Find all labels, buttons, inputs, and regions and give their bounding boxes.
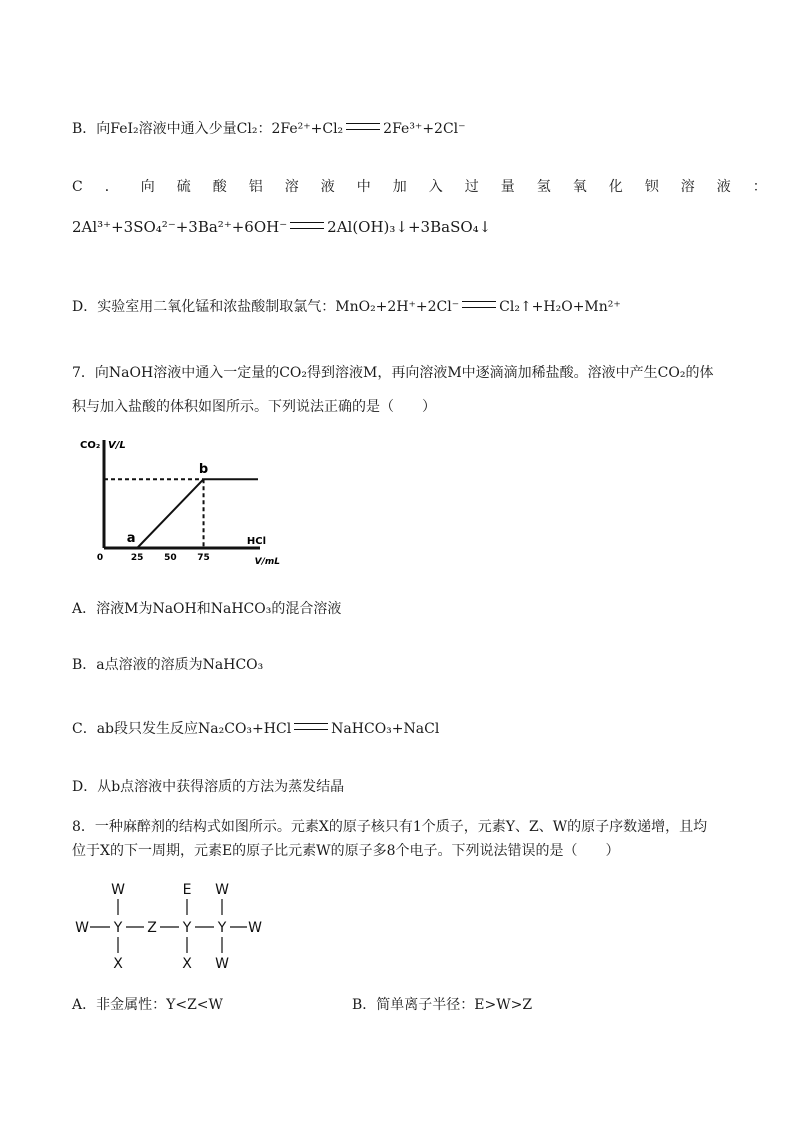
q7-option-c-pre: C．ab段只发生反应 (72, 721, 199, 737)
atom-x-bottom-left: X (113, 956, 123, 970)
option-d-label: D． (72, 299, 98, 315)
series-line-ab (137, 479, 203, 548)
origin-label: 0 (96, 553, 104, 563)
option-c-rhs: 2Al(OH)₃↓+3BaSO₄↓ (327, 218, 492, 236)
point-label-b: b (198, 462, 209, 478)
q7-option-c (72, 718, 439, 738)
option-b-text: 向FeI₂溶液中通入少量Cl₂： (96, 121, 272, 137)
x-axis-unit: V/mL (254, 557, 280, 567)
atom-w-top-right: W (215, 882, 229, 898)
q8-option-b: B．简单离子半径：E>W>Z (352, 997, 533, 1013)
option-b (72, 118, 466, 138)
option-b-lhs: 2Fe²⁺+Cl₂ (271, 121, 344, 137)
point-label-a: a (126, 531, 136, 546)
x-tick-label: 50 (164, 553, 177, 563)
atom-y3: Y (217, 920, 227, 936)
x-tick-label: 25 (130, 553, 144, 563)
option-d-lhs: MnO₂+2H⁺+2Cl⁻ (335, 299, 460, 315)
x-axis-label: HCl (246, 536, 266, 547)
x-tick-label: 75 (197, 553, 210, 563)
option-c-line1: C．向硫酸铝溶液中加入过量氢氧化钡溶液： (72, 179, 789, 195)
atom-w-top-left: W (111, 882, 125, 898)
option-c-equation (72, 218, 491, 236)
atom-w-left: W (75, 920, 89, 936)
y-axis-label: V/L (108, 440, 126, 451)
q7-line2: 积与加入盐酸的体积如图所示。下列说法正确的是（ ） (72, 399, 436, 415)
equals-sign (294, 723, 328, 730)
equals-sign (462, 301, 496, 308)
option-d-rhs: Cl₂↑+H₂O+Mn²⁺ (499, 299, 621, 315)
q7-option-b: B．a点溶液的溶质为NaHCO₃ (72, 657, 264, 673)
q8-line1: 8．一种麻醉剂的结构式如图所示。元素X的原子核只有1个质子，元素Y、Z、W的原子序数递增，且均 (72, 819, 708, 835)
atom-w-right: W (248, 920, 262, 936)
option-c-lhs: 2Al³⁺+3SO₄²⁻+3Ba²⁺+6OH⁻ (72, 218, 288, 236)
option-d-text: 实验室用二氧化锰和浓盐酸制取氯气： (97, 299, 336, 315)
equals-sign (346, 123, 380, 130)
atom-w-bottom-right: W (215, 956, 229, 970)
structural-formula (72, 880, 292, 970)
option-d (72, 296, 621, 316)
q7-option-a: A．溶液M为NaOH和NaHCO₃的混合溶液 (72, 601, 342, 617)
q8-option-a: A．非金属性：Y<Z<W (72, 997, 223, 1013)
q7-line1: 7．向NaOH溶液中通入一定量的CO₂得到溶液M，再向溶液M中逐滴滴加稀盐酸。溶液中产生CO₂的体 (72, 365, 714, 381)
q7-option-c-lhs: Na₂CO₃+HCl (198, 721, 292, 737)
atom-y2: Y (182, 920, 192, 936)
option-b-rhs: 2Fe³⁺+2Cl⁻ (383, 121, 466, 137)
co2-volume-chart (72, 432, 312, 572)
atom-y1: Y (113, 920, 123, 936)
y-axis-label-top: CO₂ (80, 440, 101, 451)
atom-e-top: E (182, 882, 192, 898)
q7-option-d: D．从b点溶液中获得溶质的方法为蒸发结晶 (72, 779, 345, 795)
option-b-label: B． (72, 121, 97, 137)
q7-option-c-rhs: NaHCO₃+NaCl (331, 721, 440, 737)
atom-x-bottom-mid: X (182, 956, 192, 970)
atom-z: Z (147, 920, 157, 936)
q8-line2: 位于X的下一周期，元素E的原子比元素W的原子多8个电子。下列说法错误的是（ ） (72, 843, 620, 859)
equals-sign (290, 222, 324, 229)
